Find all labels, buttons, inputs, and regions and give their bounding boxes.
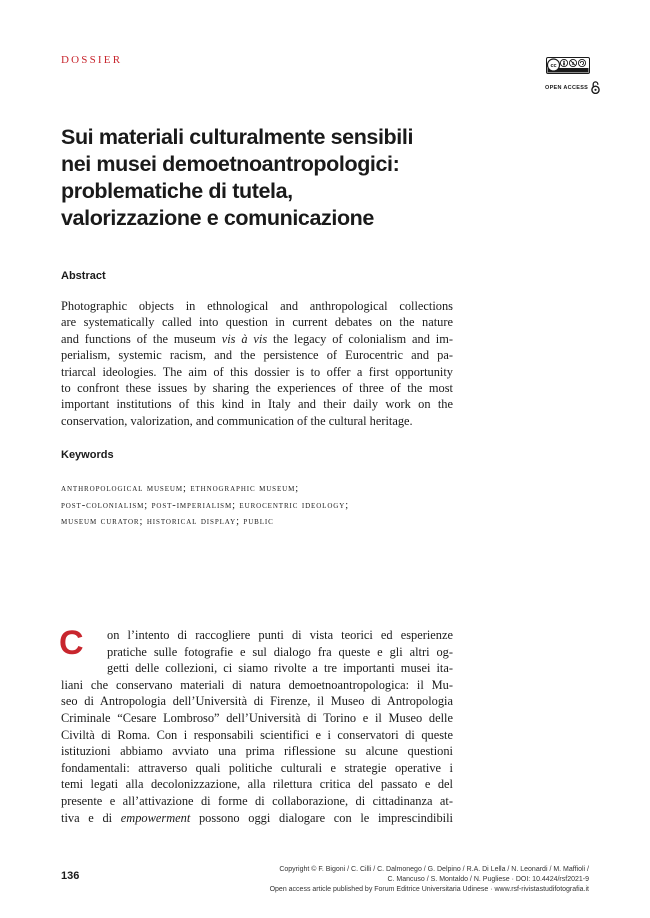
body-line: istituzioni abbiamo avviato una prima riflessione su alcune questioni	[61, 744, 453, 759]
title-line: nei musei demoetnoantropologici:	[61, 152, 400, 176]
abstract-line: to confront these issues by sharing the experiences of three of the most	[61, 381, 453, 396]
footer-line: Copyright © F. Bigoni / C. Cilli / C. Dalmonego / G. Delpino / R.A. Di Lella / N. Leonardi / M. Maffioli /	[279, 866, 589, 873]
body-line	[61, 810, 453, 827]
abstract-line-text: the legacy of colonialism and im-	[267, 331, 453, 346]
abstract-line-text: and functions of the museum	[61, 331, 222, 346]
title-line: valorizzazione e comunicazione	[61, 206, 374, 230]
open-access-badge[interactable]	[545, 81, 600, 94]
footer-line[interactable]: Open access article published by Forum Editrice Universitaria Udinese · www.rsf-rivistastudifotografia.it	[269, 886, 589, 894]
abstract-line: are systematically called into question in current debates on the nature	[61, 315, 453, 330]
body-line: on l’intento di raccogliere punti di vista teorici ed esperienze	[107, 628, 453, 642]
body-text	[59, 624, 454, 826]
keywords-line: anthropological museum; ethnographic museum;	[61, 483, 300, 494]
abstract-line: triarcal ideologies. The aim of this dossier is to offer a first opportunity	[61, 364, 453, 379]
abstract-line: perialism, systemic racism, and the persistence of Eurocentric and pa-	[61, 348, 453, 363]
body-line: temi legati alla decolonizzazione, alla rilettura critica del passato e del	[61, 777, 453, 792]
body-line: liani che conservano materiali di natura demoetnoantropologica: il Mu-	[61, 677, 453, 692]
abstract-italic-phrase: vis à vis	[221, 331, 268, 346]
body-line: getti delle collezioni, ci siamo rivolte a tre importanti musei ita-	[107, 661, 453, 676]
body-line: Civiltà di Roma. Con i responsabili scientifici e i conservatori di queste	[61, 727, 453, 742]
abstract-line: important institutions of this kind in Italy and their daily work on the	[61, 397, 453, 412]
body-italic-word: empowerment	[120, 810, 191, 825]
abstract-heading: Abstract	[61, 270, 106, 282]
keywords-line: post-colonialism; post-imperialism; eurocentric ideology;	[61, 499, 350, 511]
footer-line: C. Mancuso / S. Montaldo / N. Pugliese · DOI: 10.4424/rsf2021-9	[387, 876, 589, 884]
body-line: presente e all’attivazione di forme di collaborazione, di cittadinanza at-	[61, 793, 453, 808]
body-line-text: possono oggi dialogare con le imprescindibili	[190, 810, 454, 825]
footer-credits	[169, 865, 589, 896]
body-line: pratiche sulle fotografie e sul dialogo fra queste e gli altri og-	[107, 644, 453, 659]
title-line: Sui materiali culturalmente sensibili	[61, 125, 414, 149]
body-line-text: tiva e di	[61, 810, 121, 825]
keywords-list	[61, 481, 461, 531]
abstract-line: conservation, valorization, and communication of the cultural heritage.	[61, 413, 413, 428]
article-title	[61, 124, 491, 232]
abstract-text	[61, 298, 453, 429]
open-access-label: OPEN ACCESS	[545, 84, 589, 91]
keywords-heading: Keywords	[61, 449, 114, 461]
cc-by-nc-sa-badge[interactable]	[546, 57, 590, 74]
abstract-line: Photographic objects in ethnological and anthropological collections	[61, 299, 453, 313]
open-lock-icon	[591, 81, 600, 94]
title-line: problematiche di tutela,	[61, 179, 293, 203]
page-number: 136	[61, 870, 80, 882]
keywords-line: museum curator; historical display; public	[61, 516, 274, 527]
abstract-line	[61, 331, 453, 347]
body-line: Criminale “Cesare Lombroso” dell’Università di Torino e il Museo delle	[61, 710, 453, 725]
drop-cap: C	[59, 624, 84, 662]
body-line: fondamentali: attraverso quali politiche culturali e strategie operative i	[61, 760, 453, 775]
body-line: seo di Antropologia dell’Università di Firenze, il Museo di Antropologia	[61, 694, 453, 709]
svg-text:cc: cc	[550, 63, 557, 69]
section-label: DOSSIER	[61, 54, 123, 66]
